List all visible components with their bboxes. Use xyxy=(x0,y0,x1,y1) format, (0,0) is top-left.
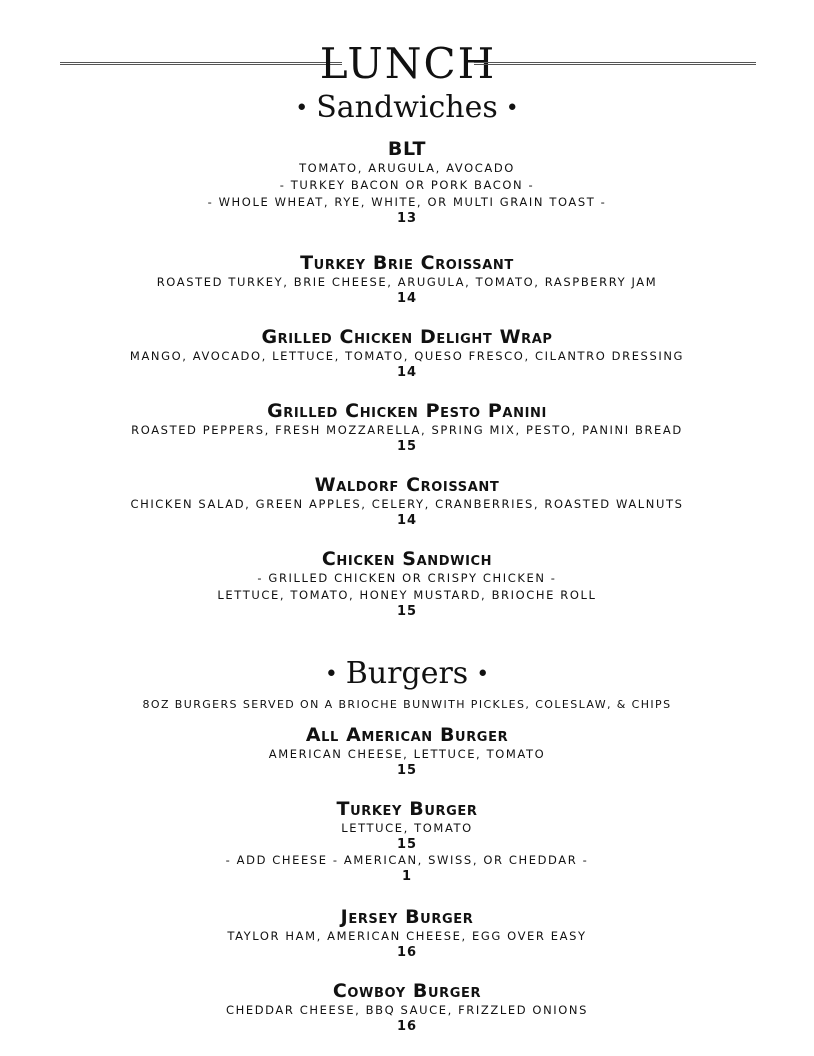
menu-header xyxy=(60,40,756,90)
item-description: LETTUCE, TOMATO, HONEY MUSTARD, BRIOCHE ROLL xyxy=(217,588,597,602)
item-name: Turkey Burger xyxy=(336,798,478,820)
item-description: - WHOLE WHEAT, RYE, WHITE, OR MULTI GRAIN TOAST - xyxy=(207,195,607,209)
item-description: MANGO, AVOCADO, LETTUCE, TOMATO, QUESO FRESCO, CILANTRO DRESSING xyxy=(129,349,685,363)
menu-item-jersey-burger xyxy=(0,906,814,960)
item-addon-price: 1 xyxy=(401,869,413,884)
item-name: All American Burger xyxy=(305,724,509,746)
bullet-dot: • xyxy=(505,96,519,121)
section-title-text: Burgers xyxy=(345,656,469,691)
menu-item-blt xyxy=(0,138,814,226)
item-description: - GRILLED CHICKEN OR CRISPY CHICKEN - xyxy=(257,571,557,585)
menu-item-all-american-burger xyxy=(0,724,814,778)
menu-item-turkey-burger xyxy=(0,798,814,884)
item-price: 15 xyxy=(396,763,418,778)
menu-item-grilled-chicken-pesto-panini xyxy=(0,400,814,454)
burgers-note: 8OZ BURGERS SERVED ON A BRIOCHE BUNWITH PICKLES, COLESLAW, & CHIPS xyxy=(142,698,672,711)
item-addon: - ADD CHEESE - AMERICAN, SWISS, OR CHEDDAR - xyxy=(225,853,589,867)
item-description: ROASTED PEPPERS, FRESH MOZZARELLA, SPRING MIX, PESTO, PANINI BREAD xyxy=(131,423,683,437)
item-name: Turkey Brie Croissant xyxy=(300,252,514,274)
item-name: Chicken Sandwich xyxy=(321,548,493,570)
item-description: TAYLOR HAM, AMERICAN CHEESE, EGG OVER EASY xyxy=(227,929,587,943)
item-description: CHEDDAR CHEESE, BBQ SAUCE, FRIZZLED ONIONS xyxy=(225,1003,589,1017)
bullet-dot: • xyxy=(295,96,309,121)
header-rule-right xyxy=(474,62,756,65)
section-title-text: Sandwiches xyxy=(316,90,498,125)
item-description: AMERICAN CHEESE, LETTUCE, TOMATO xyxy=(268,747,546,761)
item-price: 15 xyxy=(396,604,418,619)
item-description: - TURKEY BACON OR PORK BACON - xyxy=(279,178,535,192)
item-price: 16 xyxy=(396,945,418,960)
bullet-dot: • xyxy=(324,662,338,687)
item-name: Waldorf Croissant xyxy=(314,474,500,496)
item-description: TOMATO, ARUGULA, AVOCADO xyxy=(299,161,515,175)
item-price: 14 xyxy=(396,365,418,380)
item-price: 15 xyxy=(396,439,418,454)
item-name: Grilled Chicken Pesto Panini xyxy=(267,400,547,422)
item-name: Grilled Chicken Delight Wrap xyxy=(261,326,553,348)
menu-item-chicken-sandwich xyxy=(0,548,814,619)
item-price: 14 xyxy=(396,513,418,528)
menu-item-grilled-chicken-delight-wrap xyxy=(0,326,814,380)
item-description: LETTUCE, TOMATO xyxy=(341,821,473,835)
item-price: 14 xyxy=(396,291,418,306)
menu-item-waldorf-croissant xyxy=(0,474,814,528)
item-price: 15 xyxy=(396,837,418,852)
section-title-sandwiches xyxy=(0,90,814,127)
item-name: Cowboy Burger xyxy=(332,980,482,1002)
menu-item-cowboy-burger xyxy=(0,980,814,1034)
item-price: 13 xyxy=(396,211,418,226)
item-name: Jersey Burger xyxy=(340,906,474,928)
menu-item-turkey-brie-croissant xyxy=(0,252,814,306)
page-title: LUNCH xyxy=(319,39,497,88)
item-name: BLT xyxy=(387,138,427,160)
item-price: 16 xyxy=(396,1019,418,1034)
bullet-dot: • xyxy=(476,662,490,687)
item-description: ROASTED TURKEY, BRIE CHEESE, ARUGULA, TOMATO, RASPBERRY JAM xyxy=(156,275,658,289)
item-description: CHICKEN SALAD, GREEN APPLES, CELERY, CRANBERRIES, ROASTED WALNUTS xyxy=(130,497,684,511)
section-title-burgers xyxy=(0,656,814,693)
